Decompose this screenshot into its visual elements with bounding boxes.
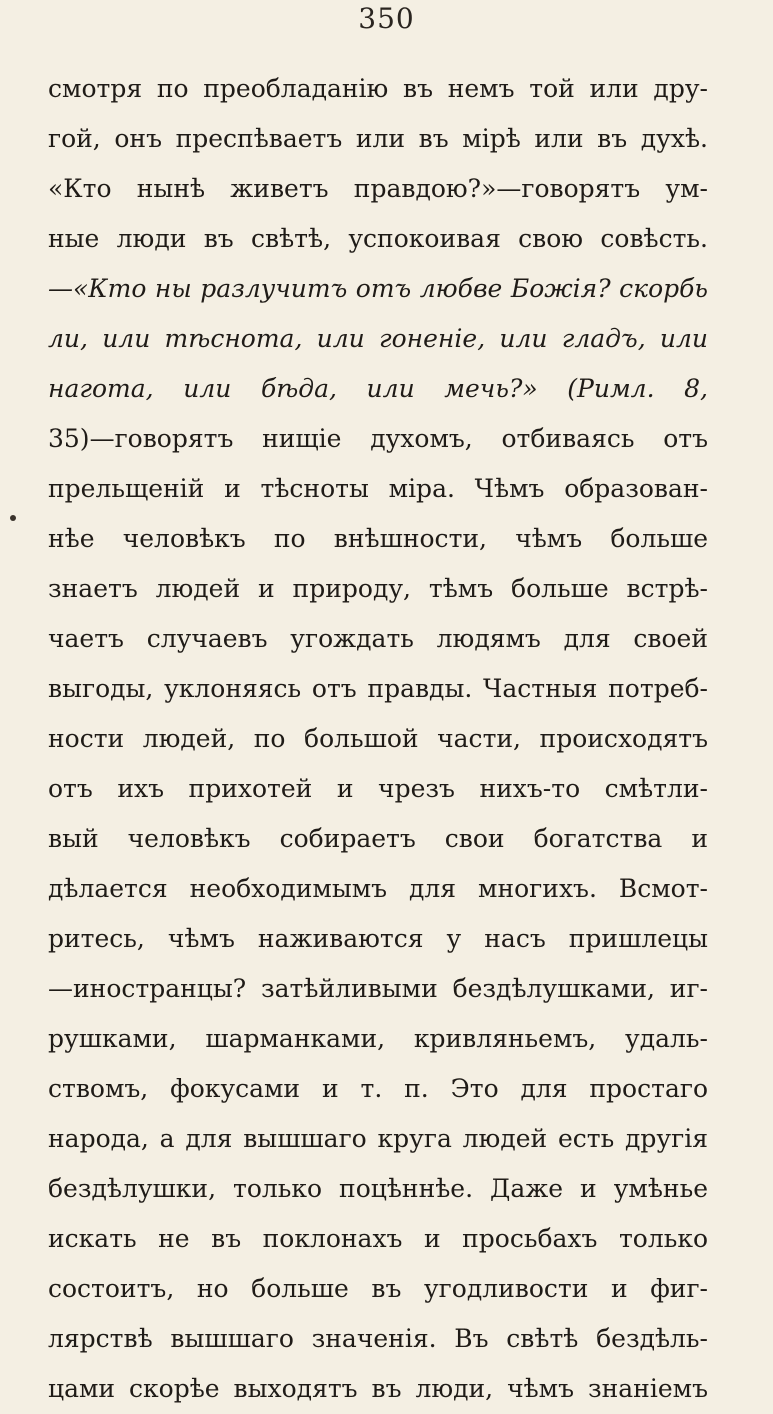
text-line: 35)—говорятъ нищіе духомъ, отбиваясь отъ — [48, 424, 708, 453]
text-line: бездѣлушки, только поцѣннѣе. Даже и умѣнье — [48, 1174, 708, 1203]
page-number: 350 — [358, 2, 415, 35]
text-line: гой, онъ преспѣваетъ или въ мірѣ или въ духѣ. — [48, 124, 708, 153]
text-line: чаетъ случаевъ угождать людямъ для своей — [48, 624, 708, 653]
text-line-quote: —«Кто ны разлучитъ отъ любве Божія? скорбь — [48, 274, 708, 303]
text-line: вый человѣкъ собираетъ свои богатства и — [48, 824, 708, 853]
text-line: дѣлается необходимымъ для многихъ. Всмот- — [48, 874, 708, 903]
text-line: состоитъ, но больше въ угодливости и фиг- — [48, 1274, 708, 1303]
text-line: ритесь, чѣмъ наживаются у насъ пришлецы — [48, 924, 708, 953]
text-line: искать не въ поклонахъ и просьбахъ только — [48, 1224, 708, 1253]
text-line: смотря по преобладанію въ немъ той или дру- — [48, 74, 708, 103]
text-line: выгоды, уклоняясь отъ правды. Частныя потреб- — [48, 674, 708, 703]
margin-mark — [10, 515, 16, 521]
text-line-quote: ли, или тѣснота, или гоненіе, или гладъ, или — [48, 324, 708, 353]
text-line: ные люди въ свѣтѣ, успокоивая свою совѣсть. — [48, 224, 708, 253]
text-line: рушками, шарманками, кривляньемъ, удаль- — [48, 1024, 708, 1053]
text-line: —иностранцы? затѣйливыми бездѣлушками, иг- — [48, 974, 708, 1003]
text-line: отъ ихъ прихотей и чрезъ нихъ-то смѣтли- — [48, 774, 708, 803]
text-line: ности людей, по большой части, происходятъ — [48, 724, 708, 753]
text-line: знаетъ людей и природу, тѣмъ больше встрѣ- — [48, 574, 708, 603]
text-line: цами скорѣе выходятъ въ люди, чѣмъ знаніемъ — [48, 1374, 708, 1403]
text-line: «Кто нынѣ живетъ правдою?»—говорятъ ум- — [48, 174, 708, 203]
page-text — [48, 64, 708, 1414]
text-line: нѣе человѣкъ по внѣшности, чѣмъ больше — [48, 524, 708, 553]
text-line: прельщеній и тѣсноты міра. Чѣмъ образован- — [48, 474, 708, 503]
text-line-quote: нагота, или бѣда, или мечь?» (Римл. 8, — [48, 374, 708, 403]
text-line: лярствѣ вышшаго значенія. Въ свѣтѣ бездѣль- — [48, 1324, 708, 1353]
text-line: ствомъ, фокусами и т. п. Это для простаго — [48, 1074, 708, 1103]
text-line: народа, а для вышшаго круга людей есть другія — [48, 1124, 708, 1153]
